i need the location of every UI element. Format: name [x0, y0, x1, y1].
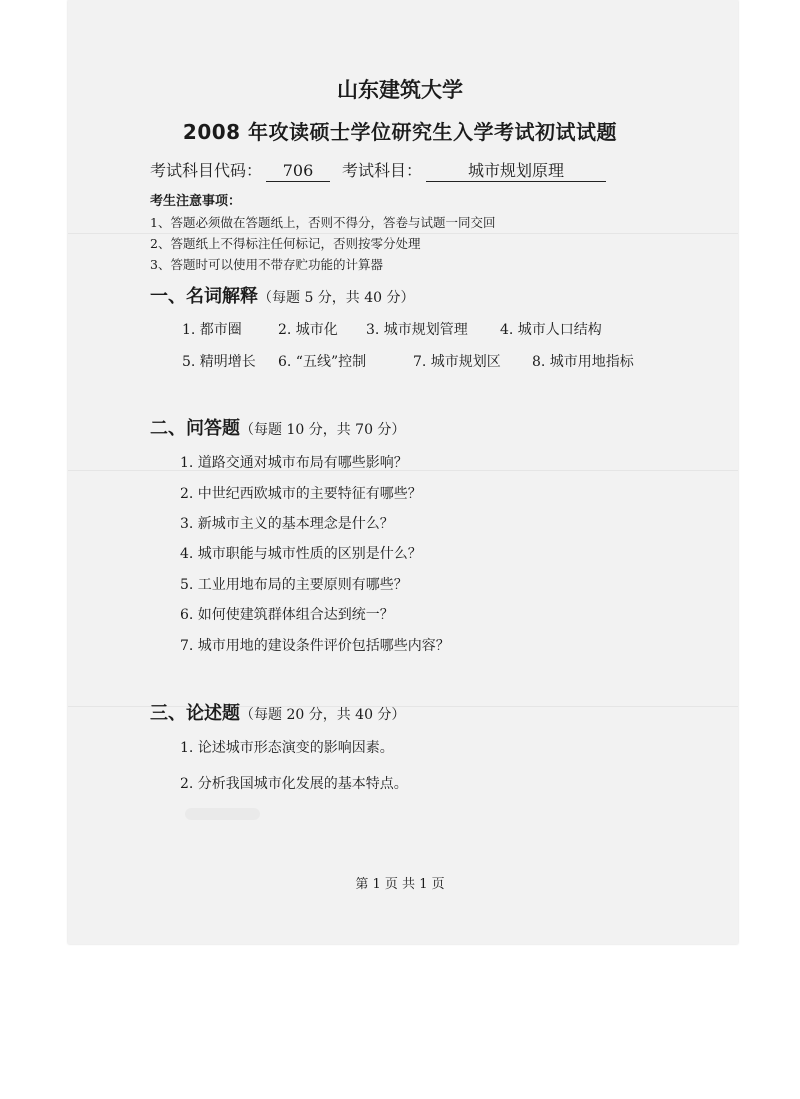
- section-2-score-note: （每题 10 分，共 70 分）: [240, 422, 406, 438]
- school-name: 山东建筑大学: [337, 78, 463, 102]
- question-item: 1. 道路交通对城市布局有哪些影响？: [180, 455, 408, 471]
- question-item: 2. 分析我国城市化发展的基本特点。: [180, 776, 408, 792]
- question-item: 1. 论述城市形态演变的影响因素。: [180, 740, 394, 756]
- section-1-score-note: （每题 5 分，共 40 分）: [258, 290, 415, 306]
- question-item: 2. 中世纪西欧城市的主要特征有哪些？: [180, 486, 422, 502]
- section-3-title: 三、论述题: [150, 703, 240, 724]
- section-3-heading: [150, 699, 405, 725]
- notice-item: 2、答题纸上不得标注任何标记，否则按零分处理: [150, 236, 421, 251]
- term-item: 4. 城市人口结构: [500, 322, 602, 338]
- subject-name-label: 考试科目：: [342, 161, 423, 180]
- subject-name-value: 城市规划原理: [426, 161, 606, 182]
- section-1-heading: [150, 282, 415, 308]
- term-item: 3. 城市规划管理: [366, 322, 468, 338]
- question-item: 6. 如何使建筑群体组合达到统一？: [180, 607, 394, 623]
- section-1-title: 一、名词解释: [150, 286, 258, 307]
- section-2-title: 二、问答题: [150, 418, 240, 439]
- subject-code-label: 考试科目代码：: [150, 161, 263, 180]
- subject-code-row: [150, 158, 606, 182]
- term-item: 5. 精明增长: [182, 354, 256, 370]
- section-3-score-note: （每题 20 分，共 40 分）: [240, 707, 406, 723]
- exam-title: 2008 年攻读硕士学位研究生入学考试初试试题: [182, 120, 618, 144]
- subject-code-value: 706: [266, 161, 330, 182]
- page-number: 第 1 页 共 1 页: [355, 877, 445, 892]
- term-item: 1. 都市圈: [182, 322, 242, 338]
- notice-heading: 考生注意事项：: [150, 194, 242, 209]
- question-item: 3. 新城市主义的基本理念是什么？: [180, 516, 394, 532]
- section-2-heading: [150, 414, 405, 440]
- term-item: 2. 城市化: [278, 322, 338, 338]
- question-item: 4. 城市职能与城市性质的区别是什么？: [180, 546, 422, 562]
- paper-smudge: [185, 808, 260, 820]
- term-item: 7. 城市规划区: [413, 354, 501, 370]
- term-item: 8. 城市用地指标: [532, 354, 634, 370]
- question-item: 7. 城市用地的建设条件评价包括哪些内容？: [180, 638, 450, 654]
- question-item: 5. 工业用地布局的主要原则有哪些？: [180, 577, 408, 593]
- notice-item: 1、答题必须做在答题纸上，否则不得分，答卷与试题一同交回: [150, 215, 496, 230]
- notice-item: 3、答题时可以使用不带存贮功能的计算器: [150, 257, 383, 272]
- term-item: 6. “五线”控制: [278, 354, 367, 370]
